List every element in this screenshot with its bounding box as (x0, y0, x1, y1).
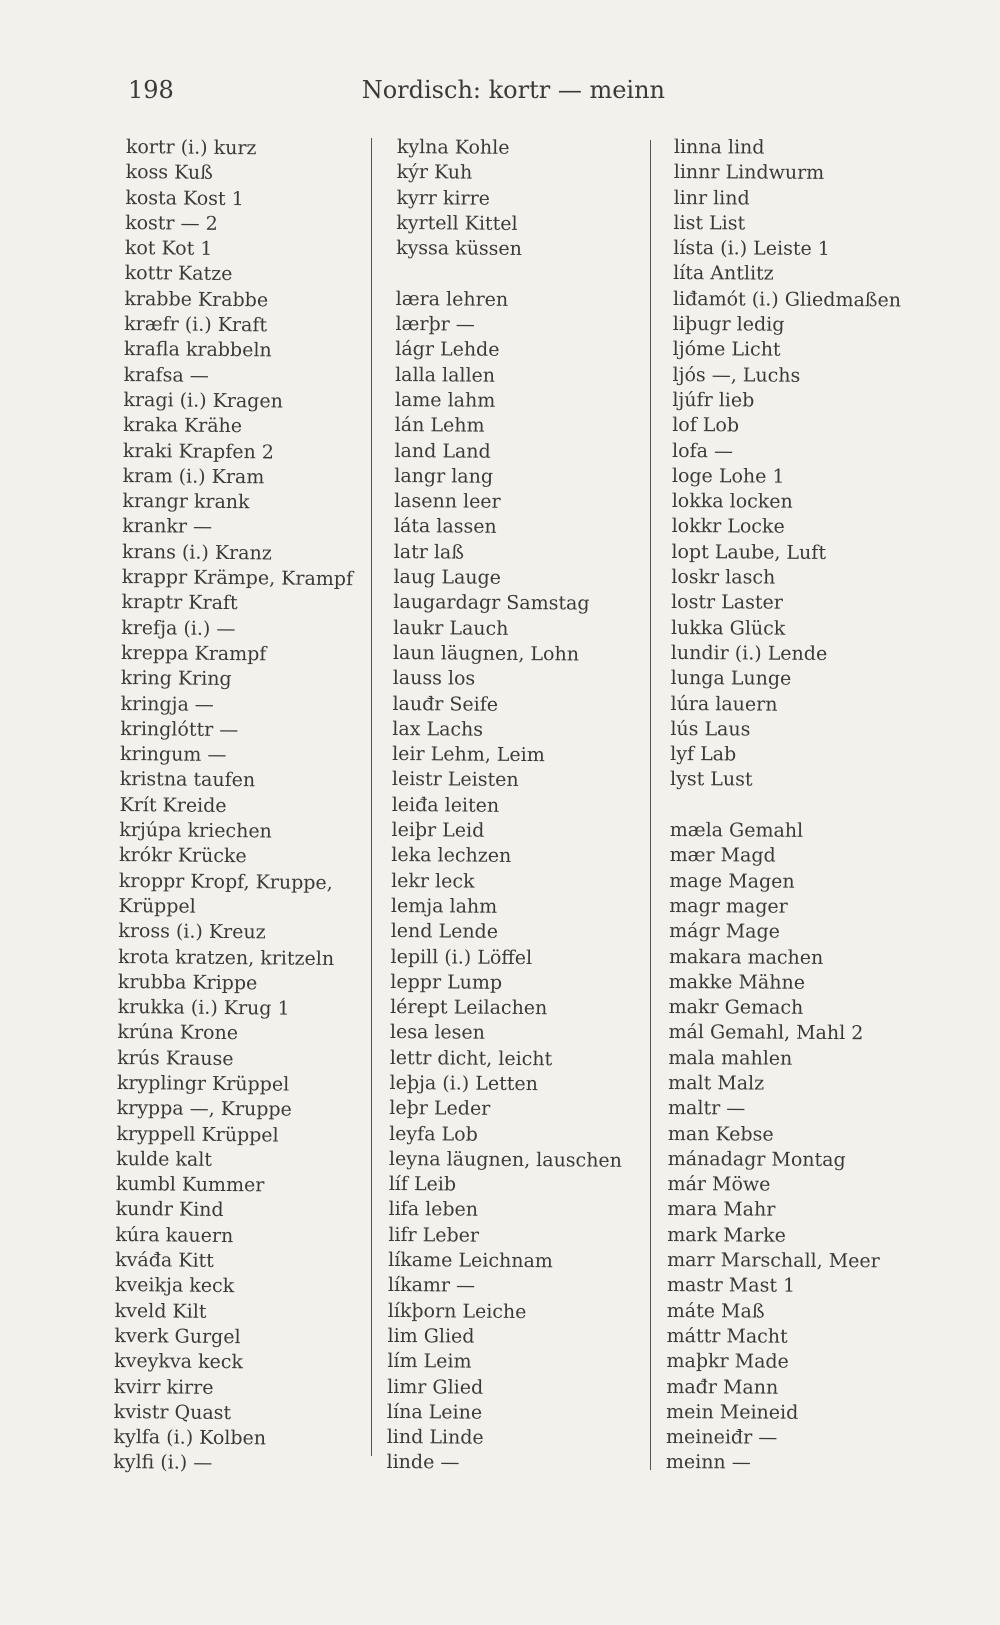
entry-column-1 (113, 135, 357, 1478)
dictionary-entry: kveld Kilt (114, 1299, 207, 1323)
dictionary-entry: krúna Krone (117, 1021, 239, 1045)
dictionary-entry: krubba Krippe (117, 970, 258, 995)
dictionary-entry: mein Meineid (666, 1400, 799, 1424)
dictionary-entry: kringum — (119, 743, 227, 767)
dictionary-entry: lán Lehm (394, 414, 485, 437)
dictionary-entry: mage Magen (669, 869, 795, 893)
entry-column-3 (666, 135, 902, 1477)
dictionary-entry: lame lahm (394, 388, 496, 412)
dictionary-entry: lúra lauern (670, 692, 778, 716)
dictionary-entry: már Möwe (667, 1173, 771, 1196)
dictionary-entry: mastr Mast 1 (666, 1274, 796, 1298)
dictionary-entry: list List (673, 211, 746, 235)
dictionary-entry: kringlóttr — (120, 717, 239, 741)
dictionary-entry: krús Krause (117, 1046, 234, 1070)
dictionary-entry: lim Glied (387, 1324, 475, 1348)
dictionary-entry: leka lechzen (391, 844, 512, 868)
dictionary-entry: lofa — (672, 439, 734, 462)
dictionary-entry: leyfa Lob (389, 1122, 478, 1146)
dictionary-entry: ljóme Licht (672, 338, 781, 362)
dictionary-entry: kryppell Krüppel (116, 1122, 279, 1147)
dictionary-entry: krangr krank (122, 490, 250, 514)
dictionary-entry: leppr Lump (390, 970, 503, 994)
dictionary-entry: kraki Krapfen 2 (122, 439, 275, 463)
dictionary-entry: lepill (i.) Löffel (390, 945, 533, 969)
dictionary-entry: lús Laus (670, 717, 751, 741)
dictionary-entry: mara Mahr (667, 1198, 776, 1222)
dictionary-entry: Krüppel (118, 894, 196, 918)
dictionary-entry: láta lassen (393, 515, 497, 539)
dictionary-entry: laug Lauge (393, 566, 502, 589)
dictionary-entry: kryppa —, Kruppe (116, 1097, 292, 1121)
dictionary-entry: kram (i.) Kram (122, 464, 265, 489)
dictionary-entry: loge Lohe 1 (671, 464, 785, 488)
column-divider (650, 140, 651, 1470)
dictionary-entry: kristna taufen (119, 768, 256, 792)
dictionary-entry: lokka locken (671, 490, 793, 513)
dictionary-entry: kylna Kohle (396, 135, 510, 159)
dictionary-entry: kottr Katze (124, 262, 233, 286)
dictionary-entry: kross (i.) Kreuz (118, 920, 266, 944)
dictionary-entry: lesa lesen (389, 1021, 486, 1045)
dictionary-entry: mađr Mann (666, 1375, 779, 1399)
dictionary-entry: kumbl Kummer (115, 1173, 265, 1197)
dictionary-entry: lyst Lust (669, 768, 753, 791)
dictionary-entry: krafla krabbeln (123, 338, 272, 362)
dictionary-entry: kyrr kirre (396, 186, 491, 210)
dictionary-entry: kroppr Kropf, Kruppe, (118, 869, 333, 894)
dictionary-entry: lalla lallen (395, 363, 496, 387)
dictionary-entry: liđamót (i.) Gliedmaßen (672, 287, 902, 312)
dictionary-entry: kúra kauern (115, 1223, 234, 1247)
dictionary-entry: kvirr kirre (113, 1375, 214, 1399)
dictionary-entry: líkþorn Leiche (387, 1299, 527, 1323)
dictionary-entry: krans (i.) Kranz (121, 540, 272, 565)
dictionary-entry: loskr lasch (671, 566, 776, 589)
dictionary-entry: kýr Kuh (396, 161, 473, 184)
dictionary-entry: leiđa leiten (391, 793, 500, 817)
dictionary-entry: krafsa — (123, 363, 209, 387)
dictionary-entry: kyrtell Kittel (396, 211, 518, 235)
dictionary-entry: kot Kot 1 (124, 237, 213, 261)
dictionary-entry: limr Glied (387, 1375, 484, 1399)
dictionary-entry: lostr Laster (671, 591, 783, 615)
dictionary-entry: lax Lachs (392, 717, 484, 741)
dictionary-entry: lemja lahm (390, 894, 498, 918)
dictionary-entry: læra lehren (395, 287, 509, 311)
dictionary-entry: magr mager (669, 894, 788, 918)
dictionary-entry: lím Leim (387, 1350, 472, 1373)
dictionary-entry: latr laß (393, 540, 465, 564)
dictionary-entry: ljúfr lieb (672, 388, 755, 412)
dictionary-entry: leistr Leisten (391, 768, 519, 792)
dictionary-entry: kryplingr Krüppel (116, 1071, 290, 1096)
dictionary-entry: lifa leben (388, 1198, 479, 1222)
dictionary-entry: kverk Gurgel (114, 1324, 241, 1349)
dictionary-entry: makr Gemach (668, 996, 804, 1019)
dictionary-entry: kylfa (i.) Kolben (113, 1426, 267, 1450)
dictionary-entry: líkame Leichnam (388, 1249, 553, 1273)
dictionary-entry: lyf Lab (670, 743, 737, 766)
dictionary-entry: langr lang (394, 464, 494, 488)
dictionary-entry: meineiđr — (665, 1426, 778, 1449)
dictionary-entry: maþkr Made (666, 1350, 789, 1373)
dictionary-entry: lokkr Locke (671, 515, 785, 539)
dictionary-entry: krefja (i.) — (121, 616, 236, 640)
dictionary-entry: kraptr Kraft (121, 591, 238, 615)
dictionary-entry: marr Marschall, Meer (667, 1249, 880, 1273)
dictionary-entry: leþr Leder (389, 1097, 491, 1121)
dictionary-entry: lauđr Seife (392, 692, 499, 716)
dictionary-entry: lukka Glück (670, 616, 786, 640)
page-number: 198 (128, 76, 174, 104)
dictionary-entry: mær Magd (669, 844, 776, 867)
dictionary-entry: kostr — 2 (125, 211, 218, 235)
dictionary-entry: lend Lende (390, 920, 499, 944)
dictionary-entry: mágr Mage (669, 920, 781, 943)
dictionary-entry: kundr Kind (115, 1198, 224, 1222)
page-header (120, 76, 665, 116)
dictionary-entry: kreppa Krampf (120, 641, 267, 666)
dictionary-entry: kortr (i.) kurz (125, 135, 257, 160)
dictionary-entry: lunga Lunge (670, 667, 792, 690)
dictionary-entry: meinn — (665, 1451, 751, 1474)
dictionary-entry: kvistr Quast (113, 1400, 232, 1424)
dictionary-entry: linnr Lindwurm (673, 161, 825, 185)
dictionary-entry: máttr Macht (666, 1324, 788, 1348)
dictionary-entry: kragi (i.) Kragen (123, 388, 283, 413)
dictionary-entry: lauss los (392, 667, 476, 690)
dictionary-entry: leyna läugnen, lauschen (388, 1147, 623, 1172)
dictionary-entry: krabbe Krabbe (124, 287, 269, 312)
dictionary-entry: land Land (394, 439, 491, 463)
dictionary-entry: kosta Kost 1 (125, 186, 244, 210)
dictionary-entry: lágr Lehde (395, 338, 500, 362)
dictionary-entry: leþja (i.) Letten (389, 1071, 538, 1096)
dictionary-entry: lérept Leilachen (390, 996, 548, 1020)
section-gap (396, 261, 629, 288)
dictionary-entry: lof Lob (672, 414, 740, 437)
dictionary-entry: maltr — (667, 1097, 746, 1120)
dictionary-entry: krappr Krämpe, Krampf (121, 566, 354, 591)
dictionary-entry: lasenn leer (394, 490, 501, 513)
dictionary-entry: linna lind (673, 135, 765, 159)
dictionary-entry: laugardagr Samstag (393, 591, 590, 615)
column-divider (371, 138, 372, 1456)
dictionary-entry: kyssa küssen (396, 237, 523, 261)
dictionary-entry: koss Kuß (125, 161, 213, 185)
running-head: Nordisch: kortr — meinn (361, 76, 665, 104)
dictionary-entry: líf Leib (388, 1173, 457, 1196)
dictionary-entry: laun läugnen, Lohn (392, 641, 580, 666)
dictionary-entry: kring Kring (120, 667, 232, 691)
dictionary-entry: lekr leck (391, 869, 475, 893)
dictionary-entry: ljós —, Luchs (672, 363, 801, 387)
dictionary-entry: kveikja keck (114, 1274, 235, 1298)
dictionary-entry: krota kratzen, kritzeln (118, 945, 335, 970)
dictionary-entry: krókr Krücke (118, 844, 247, 868)
dictionary-entry: lísta (i.) Leiste 1 (673, 237, 830, 261)
dictionary-entry: linr lind (673, 186, 750, 210)
dictionary-entry: liþugr ledig (672, 313, 785, 336)
dictionary-entry: kveykva keck (114, 1350, 244, 1374)
dictionary-entry: lærþr — (395, 313, 475, 336)
dictionary-entry: máte Maß (666, 1299, 765, 1323)
entry-column-2 (386, 135, 630, 1478)
dictionary-entry: kringja — (120, 692, 214, 716)
dictionary-entry: kraka Krähe (123, 414, 243, 438)
dictionary-entry: krankr — (122, 515, 213, 539)
dictionary-entry: mala mahlen (668, 1046, 793, 1070)
dictionary-entry: lind Linde (386, 1426, 484, 1449)
dictionary-entry: krjúpa kriechen (119, 818, 272, 843)
dictionary-entry: malt Malz (668, 1071, 765, 1095)
dictionary-entry: krukka (i.) Krug 1 (117, 996, 290, 1020)
section-gap (670, 793, 898, 820)
dictionary-entry: kylfi (i.) — (113, 1451, 213, 1475)
dictionary-entry: kræfr (i.) Kraft (124, 313, 268, 337)
dictionary-entry: Krít Kreide (119, 793, 227, 817)
dictionary-entry: linde — (386, 1451, 460, 1474)
dictionary-entry: makara machen (668, 945, 824, 969)
dictionary-entry: líta Antlitz (673, 262, 774, 286)
dictionary-entry: makke Mähne (668, 970, 806, 994)
dictionary-entry: lundir (i.) Lende (670, 641, 828, 665)
dictionary-entry: mánadagr Montag (667, 1147, 846, 1171)
dictionary-entry: mark Marke (667, 1223, 786, 1247)
dictionary-entry: man Kebse (667, 1122, 774, 1146)
dictionary-entry: leiþr Leid (391, 818, 485, 842)
dictionary-entry: lifr Leber (388, 1223, 480, 1247)
dictionary-entry: laukr Lauch (393, 616, 509, 640)
dictionary-entry: líkamr — (387, 1274, 476, 1298)
dictionary-entry: mæla Gemahl (669, 819, 804, 842)
dictionary-entry: mál Gemahl, Mahl 2 (668, 1021, 864, 1045)
dictionary-entry: kváđa Kitt (115, 1249, 214, 1272)
dictionary-entry: lettr dicht, leicht (389, 1046, 553, 1070)
dictionary-entry: lopt Laube, Luft (671, 540, 827, 564)
dictionary-entry: leir Lehm, Leim (392, 743, 545, 767)
dictionary-entry: kulde kalt (116, 1147, 213, 1171)
dictionary-entry: lína Leine (386, 1400, 483, 1424)
